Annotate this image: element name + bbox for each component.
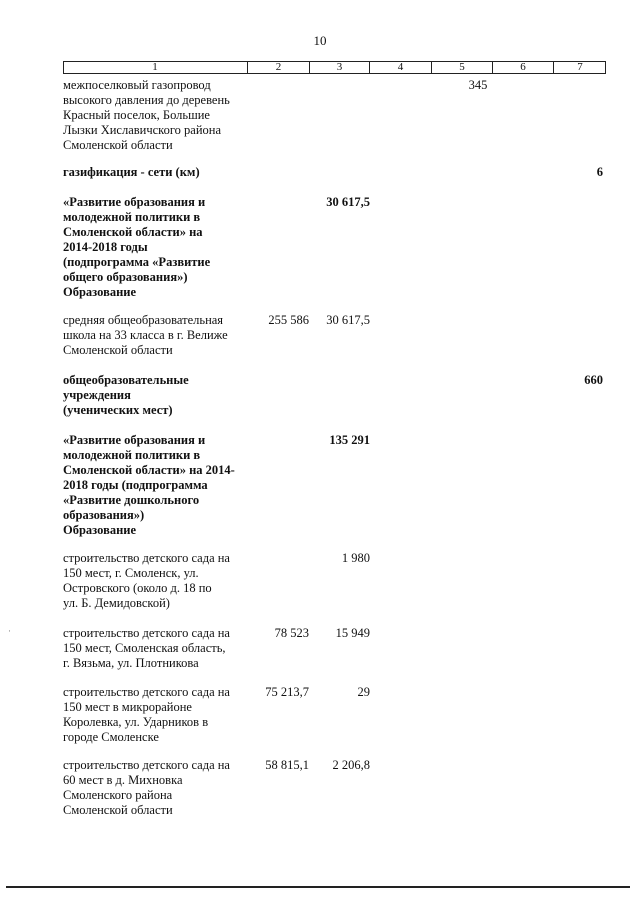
header-col-2: 2 — [247, 62, 309, 73]
row-1-col7: 6 — [596, 165, 603, 179]
row-5-description: «Развитие образования и молодежной политики в Смоленской области» на 2014- 2018 годы (подпрограмма «Развитие дошкольного образования») Образование — [63, 433, 235, 537]
header-col-4: 4 — [369, 62, 431, 73]
row-7-description: строительство детского сада на 150 мест, Смоленская область, г. Вязьма, ул. Плотникова — [63, 626, 230, 670]
header-col-5: 5 — [431, 62, 492, 73]
header-col-7: 7 — [553, 62, 606, 73]
row-9-col3: 2 206,8 — [332, 758, 370, 772]
header-col-1: 1 — [152, 61, 158, 73]
row-0-description: межпоселковый газопровод высокого давления до деревень Красный поселок, Большие Лызки Хиславичского района Смоленской области — [63, 78, 230, 152]
row-6-col3: 1 980 — [341, 551, 370, 565]
page-number: 10 — [313, 33, 327, 48]
row-3-col2: 255 586 — [268, 313, 309, 327]
row-8-description: строительство детского сада на 150 мест в микрорайоне Королевка, ул. Ударников в городе Смоленске — [63, 685, 230, 744]
bottom-rule — [6, 886, 630, 888]
header-col-3: 3 — [309, 62, 369, 73]
row-3-col3: 30 617,5 — [326, 313, 370, 327]
row-7-col2: 78 523 — [274, 626, 309, 640]
row-3-description: средняя общеобразовательная школа на 33 класса в г. Велиже Смоленской области — [63, 313, 228, 357]
row-1-description: газификация - сети (км) — [63, 165, 200, 179]
row-5-col3: 135 291 — [329, 433, 370, 447]
scan-mark: · — [8, 626, 11, 636]
header-col-6: 6 — [492, 62, 553, 73]
row-2-col3: 30 617,5 — [326, 195, 370, 209]
row-8-col2: 75 213,7 — [265, 685, 309, 699]
row-0-col5: 345 — [468, 78, 488, 92]
row-9-description: строительство детского сада на 60 мест в д. Михновка Смоленского района Смоленской области — [63, 758, 230, 817]
row-4-col7: 660 — [584, 373, 603, 387]
row-7-col3: 15 949 — [335, 626, 370, 640]
row-6-description: строительство детского сада на 150 мест, г. Смоленск, ул. Островского (около д. 18 по ул. Б. Демидовской) — [63, 551, 230, 610]
row-2-description: «Развитие образования и молодежной политики в Смоленской области» на 2014-2018 годы (подпрограмма «Развитие общего образования») Образование — [63, 195, 211, 299]
row-9-col2: 58 815,1 — [265, 758, 309, 772]
row-8-col3: 29 — [357, 685, 370, 699]
row-4-description: общеобразовательные учреждения (ученических мест) — [63, 373, 189, 417]
